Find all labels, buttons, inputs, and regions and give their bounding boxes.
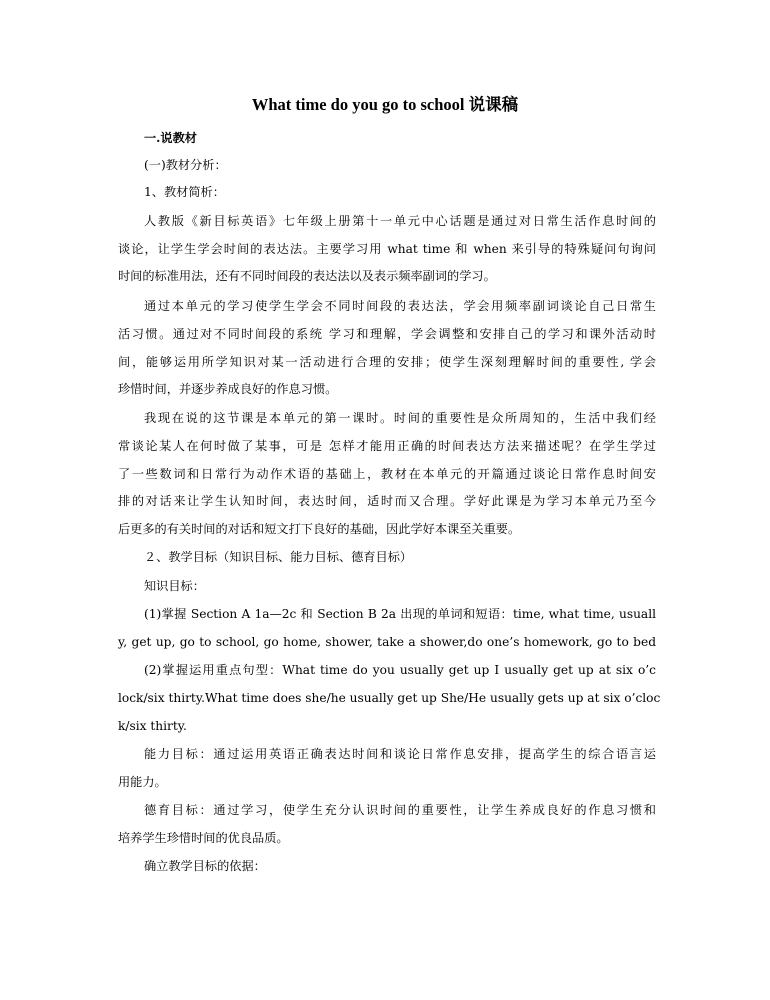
paragraph-line: 德育目标：通过学习，使学生充分认识时间的重要性，让学生养成良好的作息习惯和 [144, 803, 656, 817]
paragraph-line: 谈论，让学生学会时间的表达法。主要学习用 what time 和 when 来引导的特殊疑问句询问 [118, 242, 656, 256]
subsection-heading: 1、教材简析： [144, 185, 225, 199]
paragraph-line: 时间的标准用法，还有不同时间段的表达法以及表示频率副词的学习。 [118, 269, 496, 283]
subsection-heading: 确立教学目标的依据： [144, 859, 266, 873]
paragraph-line: 通过本单元的学习使学生学会不同时间段的表达法，学会用频率副词谈论自己日常生 [144, 299, 656, 313]
paragraph-line: 活习惯。通过对不同时间段的系统 学习和理解，学会调整和安排自己的学习和课外活动时 [118, 327, 656, 341]
paragraph-line: lock/six thirty.What time does she/he usually get up She/He usually gets up at six o’cloc [118, 691, 661, 705]
paragraph-line: 我现在说的这节课是本单元的第一课时。时间的重要性是众所周知的，生活中我们经 [144, 411, 656, 425]
document-title: What time do you go to school 说课稿 [251, 95, 519, 114]
paragraph-line: 培养学生珍惜时间的优良品质。 [118, 831, 289, 845]
paragraph-line: k/six thirty. [118, 719, 187, 733]
paragraph-line: 珍惜时间，并逐步养成良好的作息习惯。 [118, 382, 338, 396]
subsection-heading: 知识目标： [144, 579, 205, 593]
paragraph-line: 常谈论某人在何时做了某事，可是 怎样才能用正确的时间表达方法来描述呢？在学生学过 [118, 439, 656, 453]
subsection-heading: (一)教材分析： [144, 158, 227, 172]
paragraph-line: 间，能够运用所学知识对某一活动进行合理的安排；使学生深刻理解时间的重要性, 学会 [118, 355, 656, 369]
paragraph-line: 能力目标：通过运用英语正确表达时间和谈论日常作息安排，提高学生的综合语言运 [144, 747, 656, 761]
paragraph-line: 人教版《新目标英语》七年级上册第十一单元中心话题是通过对日常生活作息时间的 [144, 214, 656, 228]
paragraph-line: y, get up, go to school, go home, shower, take a shower,do one’s homework, go to bed [118, 635, 656, 649]
paragraph-line: (2)掌握运用重点句型：What time do you usually get up I usually get up at six o’c [144, 663, 656, 677]
paragraph-line: 了一些数词和日常行为动作术语的基础上，教材在本单元的开篇通过谈论日常作息时间安 [118, 467, 656, 481]
subsection-heading: ２、教学目标（知识目标、能力目标、德育目标） [144, 550, 413, 564]
paragraph-line: 排的对话来让学生认知时间，表达时间，适时而又合理。学好此课是为学习本单元乃至今 [118, 494, 656, 508]
paragraph-line: 后更多的有关时间的对话和短文打下良好的基础，因此学好本课至关重要。 [118, 522, 521, 536]
paragraph-line: (1)掌握 Section A 1a—2c 和 Section B 2a 出现的单词和短语：time, what time, usuall [144, 607, 656, 621]
paragraph-line: 用能力。 [118, 775, 167, 789]
section-heading: 一.说教材 [144, 131, 197, 145]
